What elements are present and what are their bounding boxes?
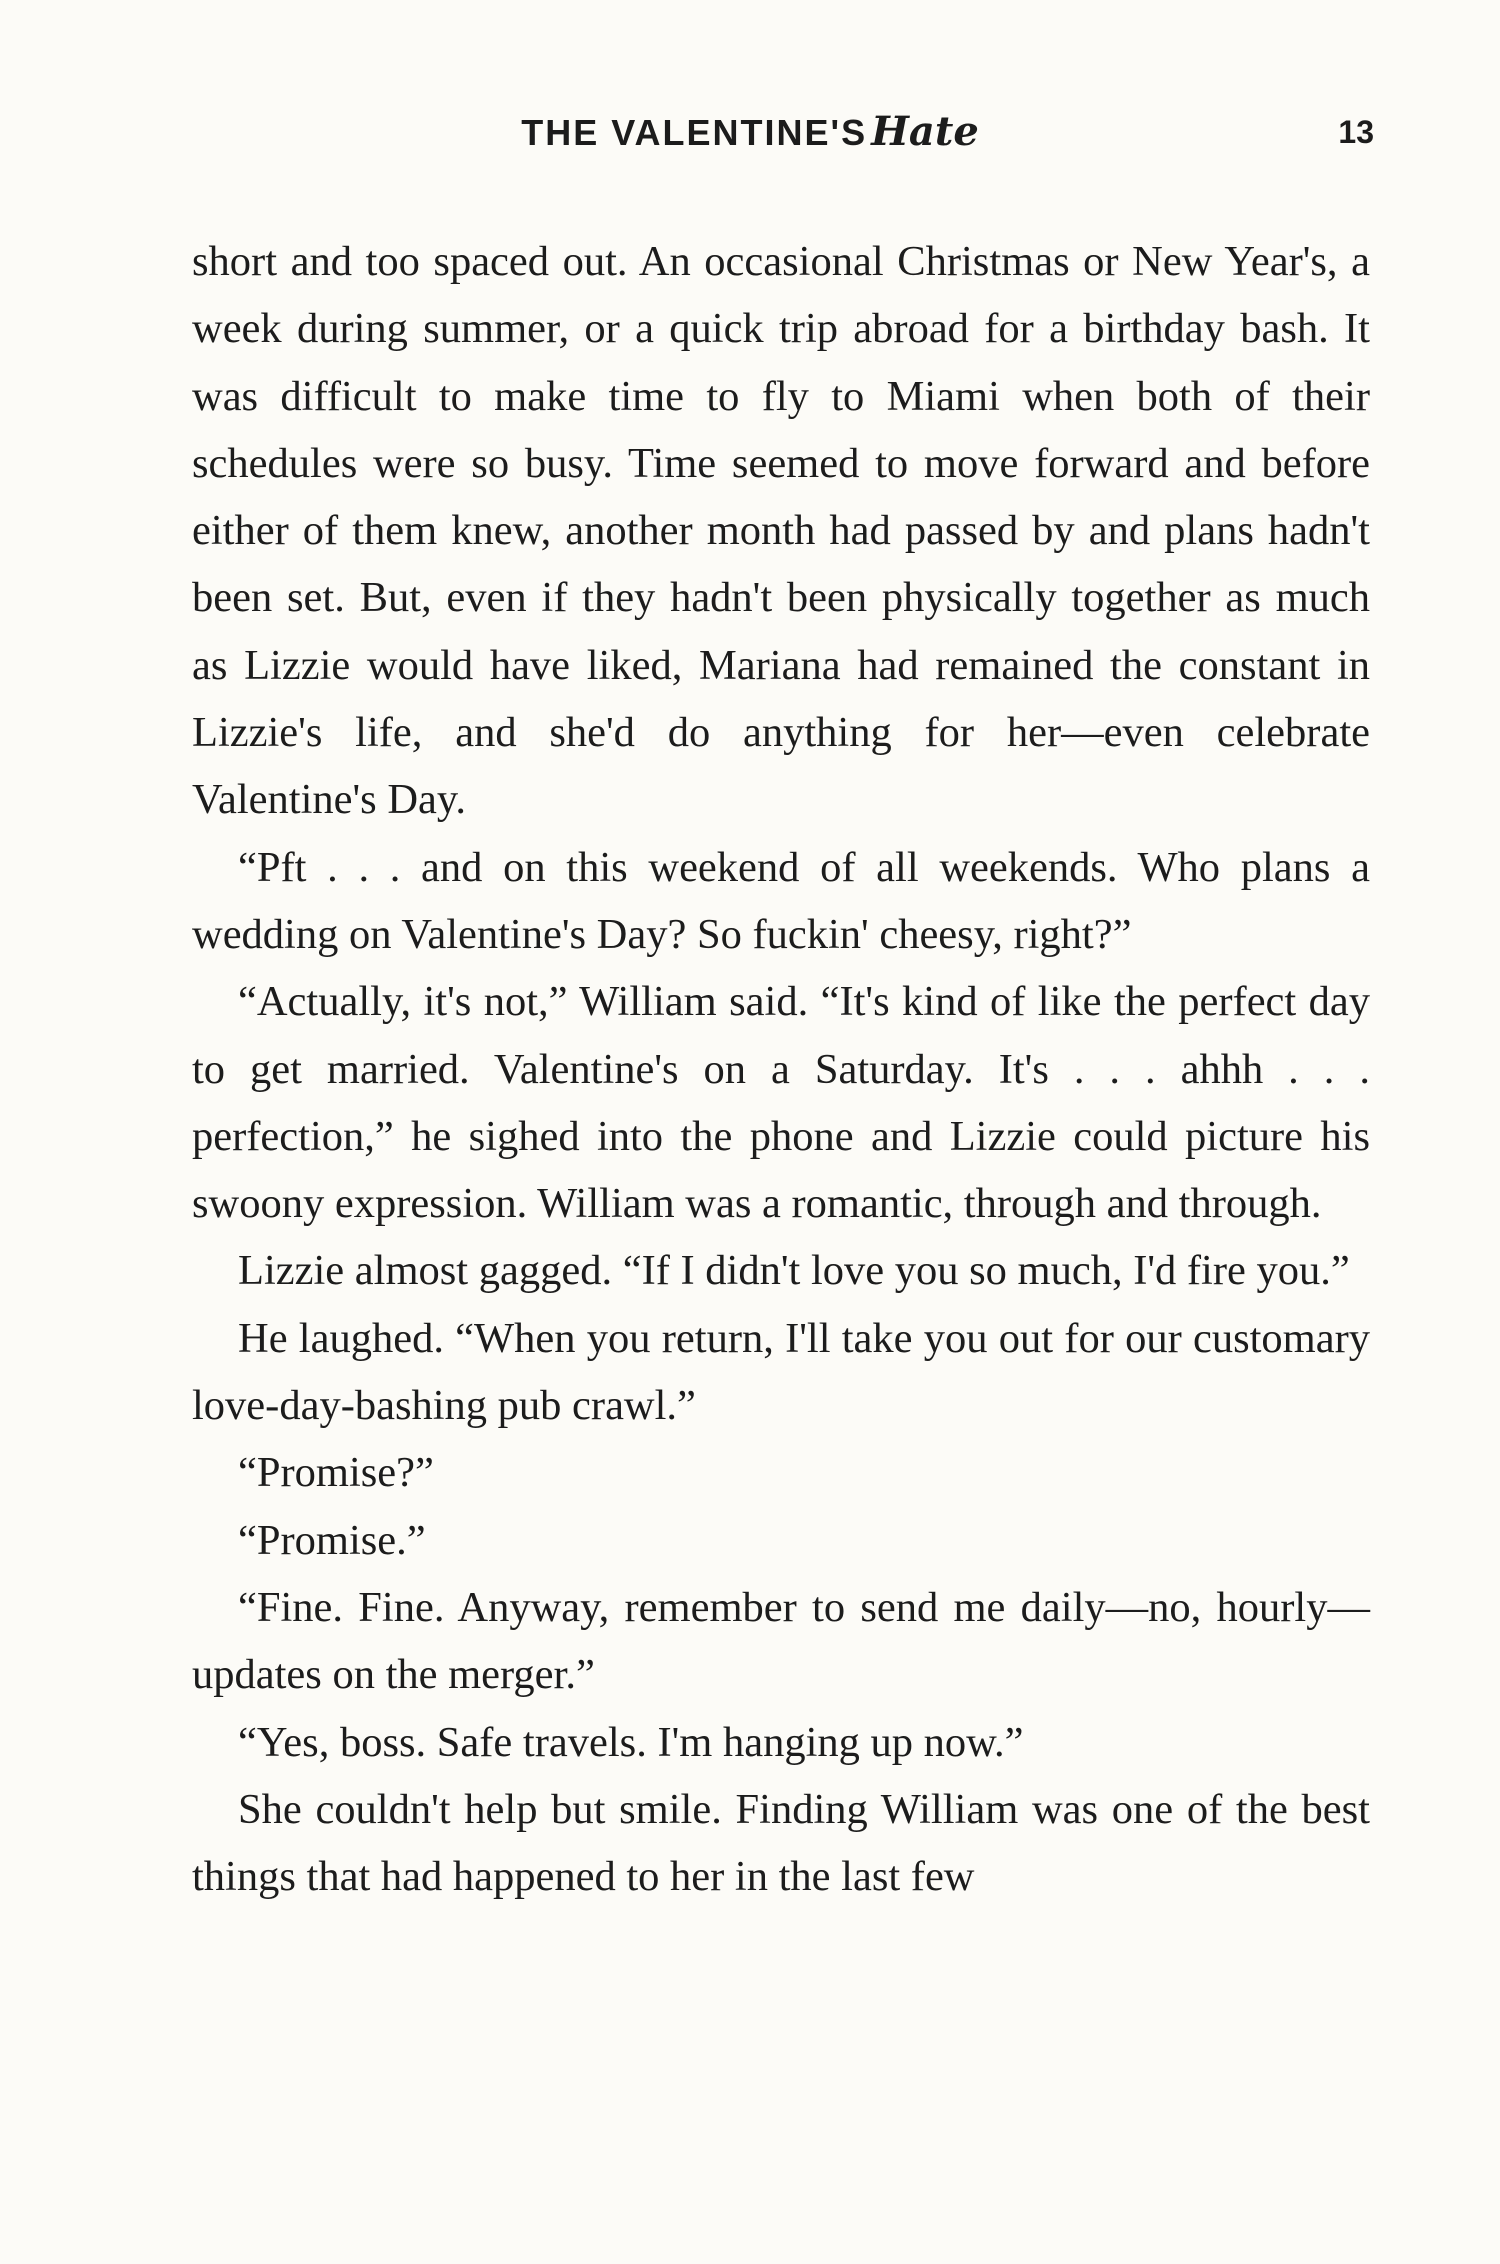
paragraph: “Promise.”: [238, 1516, 426, 1564]
paragraph: Lizzie almost gagged. “If I didn't love you so much, I'd fire you.”: [238, 1247, 1350, 1295]
paragraph: “Promise?”: [238, 1449, 434, 1497]
paragraph: “Fine. Fine. Anyway, remember to send me daily—no, hourly—updates on the merger.”: [192, 1583, 1370, 1699]
page-header: [0, 100, 1500, 160]
running-head: [0, 108, 1500, 155]
page-number: 13: [1338, 114, 1374, 150]
running-head-title-script: Hate: [871, 108, 979, 155]
paragraph: “Pft . . . and on this weekend of all weekends. Who plans a wedding on Valentine's Day? So fuckin' cheesy, right?”: [192, 843, 1370, 958]
body-text: [192, 228, 1370, 1910]
paragraph: “Actually, it's not,” William said. “It's kind of like the perfect day to get married. Valentine's on a Saturday. It's . . . ahhh . . . perfection,” he sighed into the phone and Lizzie could picture his swoony expression. William was a romantic, through and through.: [192, 978, 1370, 1228]
paragraph: He laughed. “When you return, I'll take you out for our customary love-day-bashing pub crawl.”: [192, 1314, 1370, 1430]
running-head-title: THE VALENTINE'S: [521, 112, 868, 153]
paragraph: “Yes, boss. Safe travels. I'm hanging up now.”: [238, 1718, 1024, 1766]
paragraph: She couldn't help but smile. Finding William was one of the best things that had happened to her in the last few: [192, 1785, 1370, 1901]
paragraph: short and too spaced out. An occasional Christmas or New Year's, a week during summer, or a quick trip abroad for a birthday bash. It was difficult to make time to fly to Miami when both of their schedules were so busy. Time seemed to move forward and before either of them knew, another month had passed by and plans hadn't been set. But, even if they hadn't been physically together as much as Lizzie would have liked, Mariana had remained the constant in Lizzie's life, and she'd do anything for her—even celebrate Valentine's Day.: [192, 238, 1370, 824]
